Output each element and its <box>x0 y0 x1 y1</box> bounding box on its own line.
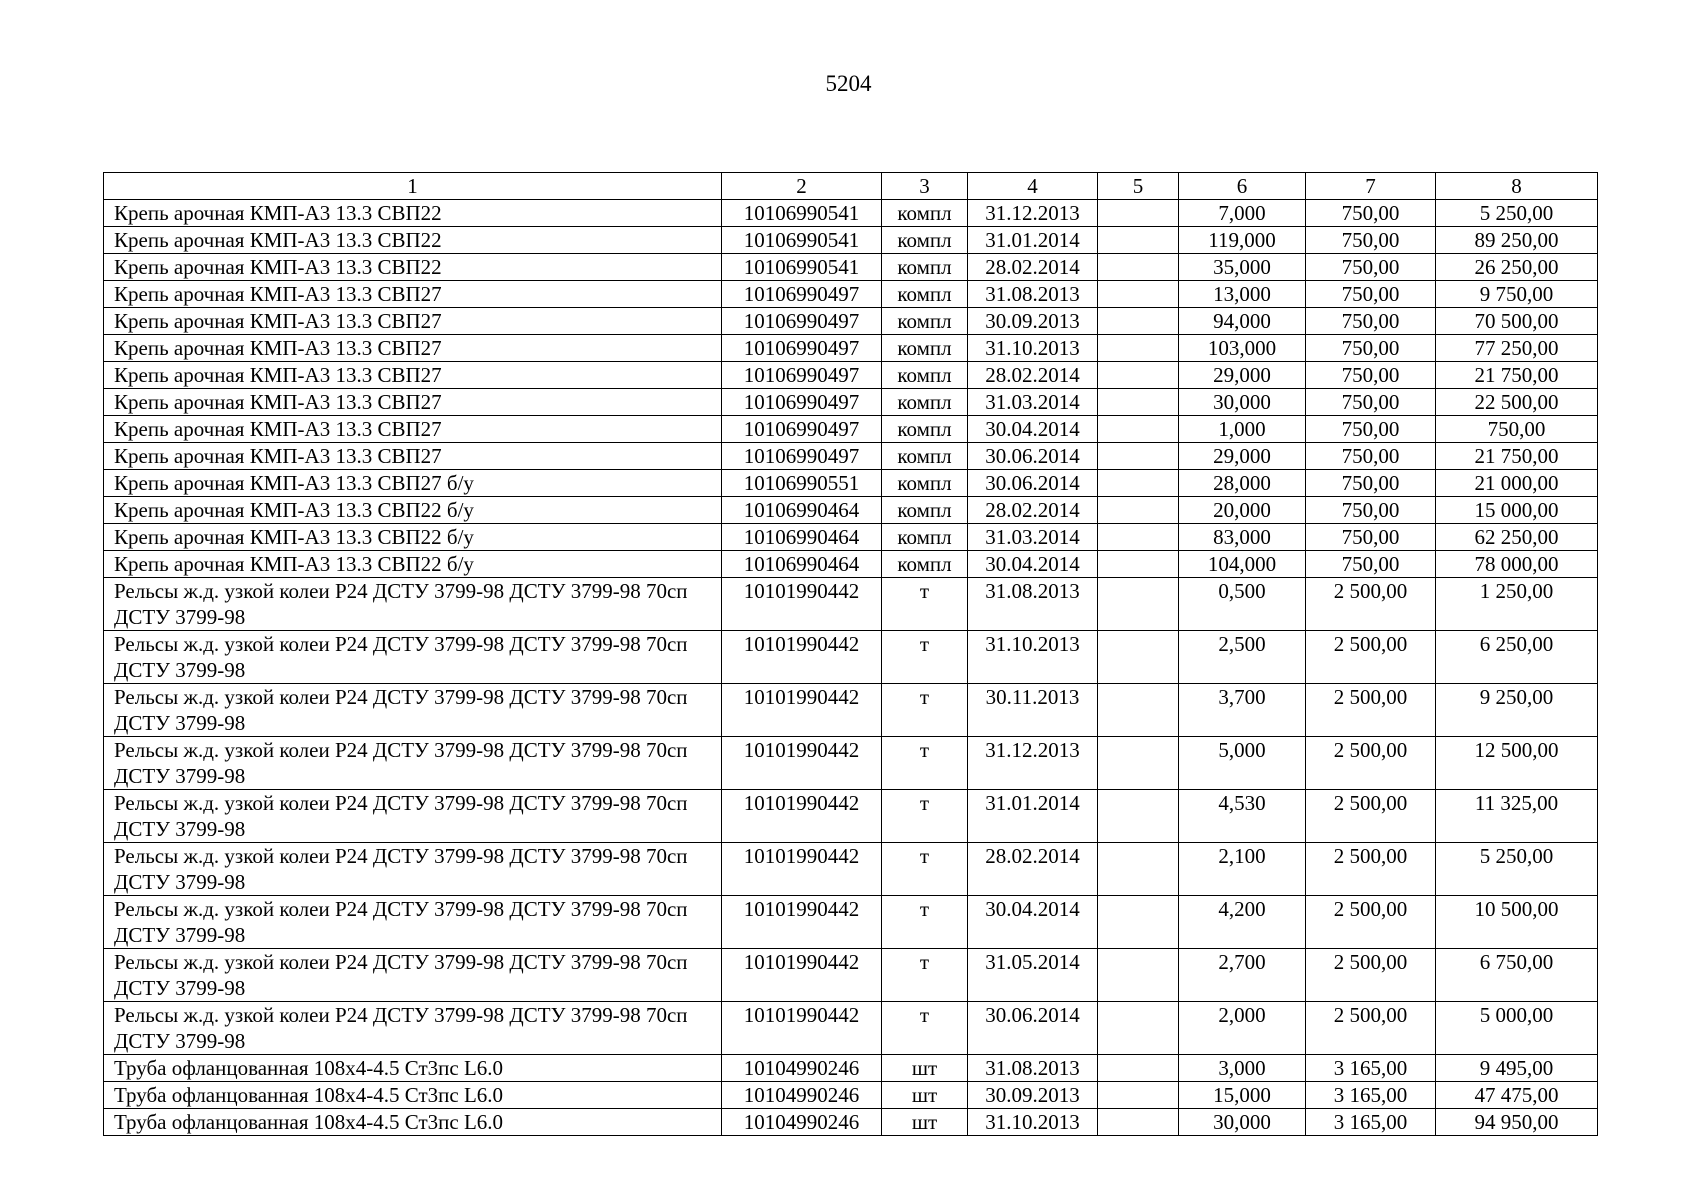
unit-cell: т <box>882 949 968 1002</box>
price-cell: 750,00 <box>1306 389 1436 416</box>
quantity-cell: 2,700 <box>1179 949 1306 1002</box>
price-cell: 750,00 <box>1306 524 1436 551</box>
price-cell: 2 500,00 <box>1306 737 1436 790</box>
quantity-cell: 15,000 <box>1179 1082 1306 1109</box>
sum-cell: 21 750,00 <box>1436 443 1598 470</box>
sum-cell: 70 500,00 <box>1436 308 1598 335</box>
item-name-cell: Крепь арочная КМП-А3 13.3 СВП22 б/у <box>104 551 722 578</box>
quantity-cell: 104,000 <box>1179 551 1306 578</box>
column-header: 5 <box>1098 173 1179 200</box>
sum-cell: 94 950,00 <box>1436 1109 1598 1136</box>
empty-cell <box>1098 389 1179 416</box>
unit-cell: компл <box>882 551 968 578</box>
unit-cell: компл <box>882 281 968 308</box>
quantity-cell: 103,000 <box>1179 335 1306 362</box>
price-cell: 750,00 <box>1306 362 1436 389</box>
price-cell: 750,00 <box>1306 443 1436 470</box>
price-cell: 750,00 <box>1306 227 1436 254</box>
unit-cell: компл <box>882 389 968 416</box>
date-cell: 28.02.2014 <box>968 843 1098 896</box>
quantity-cell: 0,500 <box>1179 578 1306 631</box>
table-row <box>104 684 1598 737</box>
table-row <box>104 790 1598 843</box>
item-code-cell: 10101990442 <box>722 737 882 790</box>
empty-cell <box>1098 896 1179 949</box>
empty-cell <box>1098 200 1179 227</box>
unit-cell: шт <box>882 1055 968 1082</box>
item-name-cell: Крепь арочная КМП-А3 13.3 СВП27 <box>104 389 722 416</box>
item-name-cell: Крепь арочная КМП-А3 13.3 СВП22 б/у <box>104 524 722 551</box>
price-cell: 2 500,00 <box>1306 896 1436 949</box>
price-cell: 750,00 <box>1306 470 1436 497</box>
empty-cell <box>1098 335 1179 362</box>
price-cell: 750,00 <box>1306 254 1436 281</box>
column-header: 2 <box>722 173 882 200</box>
quantity-cell: 28,000 <box>1179 470 1306 497</box>
empty-cell <box>1098 578 1179 631</box>
table-row <box>104 896 1598 949</box>
date-cell: 30.04.2014 <box>968 896 1098 949</box>
empty-cell <box>1098 1082 1179 1109</box>
item-code-cell: 10101990442 <box>722 843 882 896</box>
item-name-cell: Крепь арочная КМП-А3 13.3 СВП27 б/у <box>104 470 722 497</box>
empty-cell <box>1098 1055 1179 1082</box>
sum-cell: 89 250,00 <box>1436 227 1598 254</box>
item-name-cell: Крепь арочная КМП-А3 13.3 СВП27 <box>104 308 722 335</box>
date-cell: 30.04.2014 <box>968 551 1098 578</box>
price-cell: 3 165,00 <box>1306 1109 1436 1136</box>
table-row <box>104 1082 1598 1109</box>
item-code-cell: 10106990497 <box>722 443 882 470</box>
quantity-cell: 3,700 <box>1179 684 1306 737</box>
date-cell: 31.12.2013 <box>968 737 1098 790</box>
unit-cell: шт <box>882 1082 968 1109</box>
item-name-cell: Труба офланцованная 108х4-4.5 Ст3пс L6.0 <box>104 1055 722 1082</box>
empty-cell <box>1098 254 1179 281</box>
table-header-row <box>104 173 1598 200</box>
price-cell: 750,00 <box>1306 308 1436 335</box>
column-header: 1 <box>104 173 722 200</box>
table-row <box>104 631 1598 684</box>
unit-cell: т <box>882 790 968 843</box>
item-name-cell: Крепь арочная КМП-А3 13.3 СВП22 <box>104 254 722 281</box>
empty-cell <box>1098 308 1179 335</box>
quantity-cell: 2,100 <box>1179 843 1306 896</box>
table-row <box>104 443 1598 470</box>
date-cell: 31.01.2014 <box>968 227 1098 254</box>
sum-cell: 10 500,00 <box>1436 896 1598 949</box>
sum-cell: 15 000,00 <box>1436 497 1598 524</box>
quantity-cell: 1,000 <box>1179 416 1306 443</box>
column-header: 8 <box>1436 173 1598 200</box>
empty-cell <box>1098 281 1179 308</box>
item-name-cell: Рельсы ж.д. узкой колеи Р24 ДСТУ 3799-98 ДСТУ 3799-98 70сп ДСТУ 3799-98 <box>104 737 722 790</box>
item-code-cell: 10106990497 <box>722 308 882 335</box>
item-code-cell: 10106990464 <box>722 551 882 578</box>
unit-cell: т <box>882 737 968 790</box>
unit-cell: компл <box>882 443 968 470</box>
price-cell: 2 500,00 <box>1306 631 1436 684</box>
unit-cell: компл <box>882 362 968 389</box>
quantity-cell: 119,000 <box>1179 227 1306 254</box>
date-cell: 28.02.2014 <box>968 254 1098 281</box>
empty-cell <box>1098 1002 1179 1055</box>
item-code-cell: 10106990464 <box>722 497 882 524</box>
date-cell: 28.02.2014 <box>968 362 1098 389</box>
item-code-cell: 10106990464 <box>722 524 882 551</box>
sum-cell: 5 250,00 <box>1436 200 1598 227</box>
table-row <box>104 200 1598 227</box>
page-number: 5204 <box>825 71 872 96</box>
unit-cell: т <box>882 843 968 896</box>
unit-cell: компл <box>882 227 968 254</box>
item-code-cell: 10101990442 <box>722 949 882 1002</box>
empty-cell <box>1098 551 1179 578</box>
item-name-cell: Крепь арочная КМП-А3 13.3 СВП27 <box>104 416 722 443</box>
date-cell: 31.10.2013 <box>968 335 1098 362</box>
date-cell: 31.08.2013 <box>968 281 1098 308</box>
unit-cell: т <box>882 896 968 949</box>
empty-cell <box>1098 524 1179 551</box>
unit-cell: компл <box>882 308 968 335</box>
item-code-cell: 10106990551 <box>722 470 882 497</box>
date-cell: 31.10.2013 <box>968 1109 1098 1136</box>
price-cell: 750,00 <box>1306 416 1436 443</box>
quantity-cell: 29,000 <box>1179 362 1306 389</box>
item-code-cell: 10106990541 <box>722 227 882 254</box>
unit-cell: компл <box>882 254 968 281</box>
quantity-cell: 7,000 <box>1179 200 1306 227</box>
table-row <box>104 497 1598 524</box>
sum-cell: 5 000,00 <box>1436 1002 1598 1055</box>
date-cell: 31.08.2013 <box>968 1055 1098 1082</box>
column-header: 6 <box>1179 173 1306 200</box>
sum-cell: 47 475,00 <box>1436 1082 1598 1109</box>
quantity-cell: 94,000 <box>1179 308 1306 335</box>
column-header: 3 <box>882 173 968 200</box>
item-code-cell: 10101990442 <box>722 684 882 737</box>
item-name-cell: Рельсы ж.д. узкой колеи Р24 ДСТУ 3799-98 ДСТУ 3799-98 70сп ДСТУ 3799-98 <box>104 790 722 843</box>
empty-cell <box>1098 684 1179 737</box>
empty-cell <box>1098 737 1179 790</box>
item-name-cell: Труба офланцованная 108х4-4.5 Ст3пс L6.0 <box>104 1082 722 1109</box>
date-cell: 30.04.2014 <box>968 416 1098 443</box>
quantity-cell: 30,000 <box>1179 1109 1306 1136</box>
item-name-cell: Крепь арочная КМП-А3 13.3 СВП22 <box>104 200 722 227</box>
item-name-cell: Рельсы ж.д. узкой колеи Р24 ДСТУ 3799-98 ДСТУ 3799-98 70сп ДСТУ 3799-98 <box>104 578 722 631</box>
item-name-cell: Крепь арочная КМП-А3 13.3 СВП27 <box>104 443 722 470</box>
table-row <box>104 335 1598 362</box>
empty-cell <box>1098 227 1179 254</box>
quantity-cell: 3,000 <box>1179 1055 1306 1082</box>
price-cell: 2 500,00 <box>1306 578 1436 631</box>
item-name-cell: Рельсы ж.д. узкой колеи Р24 ДСТУ 3799-98 ДСТУ 3799-98 70сп ДСТУ 3799-98 <box>104 949 722 1002</box>
sum-cell: 26 250,00 <box>1436 254 1598 281</box>
item-name-cell: Крепь арочная КМП-А3 13.3 СВП27 <box>104 281 722 308</box>
price-cell: 750,00 <box>1306 551 1436 578</box>
item-name-cell: Рельсы ж.д. узкой колеи Р24 ДСТУ 3799-98 ДСТУ 3799-98 70сп ДСТУ 3799-98 <box>104 684 722 737</box>
item-name-cell: Труба офланцованная 108х4-4.5 Ст3пс L6.0 <box>104 1109 722 1136</box>
quantity-cell: 5,000 <box>1179 737 1306 790</box>
empty-cell <box>1098 843 1179 896</box>
empty-cell <box>1098 470 1179 497</box>
date-cell: 31.08.2013 <box>968 578 1098 631</box>
date-cell: 31.12.2013 <box>968 200 1098 227</box>
date-cell: 30.06.2014 <box>968 470 1098 497</box>
unit-cell: компл <box>882 470 968 497</box>
date-cell: 30.06.2014 <box>968 1002 1098 1055</box>
sum-cell: 6 250,00 <box>1436 631 1598 684</box>
date-cell: 30.09.2013 <box>968 308 1098 335</box>
date-cell: 30.06.2014 <box>968 443 1098 470</box>
table-row <box>104 551 1598 578</box>
table-row <box>104 1002 1598 1055</box>
table-row <box>104 254 1598 281</box>
column-header: 4 <box>968 173 1098 200</box>
sum-cell: 78 000,00 <box>1436 551 1598 578</box>
price-cell: 3 165,00 <box>1306 1082 1436 1109</box>
sum-cell: 11 325,00 <box>1436 790 1598 843</box>
table-row <box>104 416 1598 443</box>
quantity-cell: 20,000 <box>1179 497 1306 524</box>
quantity-cell: 83,000 <box>1179 524 1306 551</box>
quantity-cell: 4,530 <box>1179 790 1306 843</box>
quantity-cell: 2,500 <box>1179 631 1306 684</box>
item-code-cell: 10101990442 <box>722 790 882 843</box>
sum-cell: 9 250,00 <box>1436 684 1598 737</box>
price-cell: 2 500,00 <box>1306 1002 1436 1055</box>
table-row <box>104 281 1598 308</box>
data-table <box>103 172 1598 1136</box>
item-code-cell: 10106990541 <box>722 254 882 281</box>
item-name-cell: Крепь арочная КМП-А3 13.3 СВП27 <box>104 362 722 389</box>
item-name-cell: Рельсы ж.д. узкой колеи Р24 ДСТУ 3799-98 ДСТУ 3799-98 70сп ДСТУ 3799-98 <box>104 631 722 684</box>
unit-cell: шт <box>882 1109 968 1136</box>
sum-cell: 21 000,00 <box>1436 470 1598 497</box>
item-code-cell: 10101990442 <box>722 896 882 949</box>
date-cell: 31.05.2014 <box>968 949 1098 1002</box>
item-code-cell: 10104990246 <box>722 1055 882 1082</box>
unit-cell: компл <box>882 416 968 443</box>
item-code-cell: 10101990442 <box>722 1002 882 1055</box>
table-row <box>104 949 1598 1002</box>
sum-cell: 22 500,00 <box>1436 389 1598 416</box>
date-cell: 28.02.2014 <box>968 497 1098 524</box>
item-code-cell: 10106990497 <box>722 281 882 308</box>
quantity-cell: 29,000 <box>1179 443 1306 470</box>
unit-cell: компл <box>882 335 968 362</box>
price-cell: 750,00 <box>1306 281 1436 308</box>
quantity-cell: 13,000 <box>1179 281 1306 308</box>
empty-cell <box>1098 497 1179 524</box>
item-code-cell: 10106990541 <box>722 200 882 227</box>
sum-cell: 9 750,00 <box>1436 281 1598 308</box>
sum-cell: 21 750,00 <box>1436 362 1598 389</box>
item-code-cell: 10106990497 <box>722 389 882 416</box>
sum-cell: 750,00 <box>1436 416 1598 443</box>
column-header: 7 <box>1306 173 1436 200</box>
table-row <box>104 308 1598 335</box>
empty-cell <box>1098 790 1179 843</box>
sum-cell: 1 250,00 <box>1436 578 1598 631</box>
quantity-cell: 2,000 <box>1179 1002 1306 1055</box>
price-cell: 750,00 <box>1306 497 1436 524</box>
unit-cell: т <box>882 1002 968 1055</box>
unit-cell: компл <box>882 200 968 227</box>
date-cell: 31.01.2014 <box>968 790 1098 843</box>
unit-cell: т <box>882 578 968 631</box>
item-name-cell: Крепь арочная КМП-А3 13.3 СВП27 <box>104 335 722 362</box>
empty-cell <box>1098 443 1179 470</box>
item-name-cell: Рельсы ж.д. узкой колеи Р24 ДСТУ 3799-98 ДСТУ 3799-98 70сп ДСТУ 3799-98 <box>104 843 722 896</box>
unit-cell: компл <box>882 524 968 551</box>
empty-cell <box>1098 949 1179 1002</box>
date-cell: 31.10.2013 <box>968 631 1098 684</box>
item-code-cell: 10106990497 <box>722 362 882 389</box>
quantity-cell: 4,200 <box>1179 896 1306 949</box>
item-name-cell: Крепь арочная КМП-А3 13.3 СВП22 <box>104 227 722 254</box>
quantity-cell: 30,000 <box>1179 389 1306 416</box>
item-code-cell: 10104990246 <box>722 1109 882 1136</box>
empty-cell <box>1098 362 1179 389</box>
empty-cell <box>1098 416 1179 443</box>
date-cell: 31.03.2014 <box>968 389 1098 416</box>
date-cell: 31.03.2014 <box>968 524 1098 551</box>
item-code-cell: 10106990497 <box>722 335 882 362</box>
empty-cell <box>1098 1109 1179 1136</box>
date-cell: 30.11.2013 <box>968 684 1098 737</box>
price-cell: 2 500,00 <box>1306 684 1436 737</box>
sum-cell: 62 250,00 <box>1436 524 1598 551</box>
table-body <box>104 200 1598 1136</box>
sum-cell: 6 750,00 <box>1436 949 1598 1002</box>
price-cell: 3 165,00 <box>1306 1055 1436 1082</box>
sum-cell: 9 495,00 <box>1436 1055 1598 1082</box>
sum-cell: 77 250,00 <box>1436 335 1598 362</box>
price-cell: 750,00 <box>1306 200 1436 227</box>
table-row <box>104 1109 1598 1136</box>
item-name-cell: Крепь арочная КМП-А3 13.3 СВП22 б/у <box>104 497 722 524</box>
item-name-cell: Рельсы ж.д. узкой колеи Р24 ДСТУ 3799-98 ДСТУ 3799-98 70сп ДСТУ 3799-98 <box>104 1002 722 1055</box>
unit-cell: т <box>882 684 968 737</box>
table-row <box>104 578 1598 631</box>
table-row <box>104 362 1598 389</box>
price-cell: 2 500,00 <box>1306 949 1436 1002</box>
price-cell: 2 500,00 <box>1306 843 1436 896</box>
sum-cell: 12 500,00 <box>1436 737 1598 790</box>
item-code-cell: 10104990246 <box>722 1082 882 1109</box>
price-cell: 750,00 <box>1306 335 1436 362</box>
item-code-cell: 10101990442 <box>722 631 882 684</box>
table-row <box>104 227 1598 254</box>
item-name-cell: Рельсы ж.д. узкой колеи Р24 ДСТУ 3799-98 ДСТУ 3799-98 70сп ДСТУ 3799-98 <box>104 896 722 949</box>
sum-cell: 5 250,00 <box>1436 843 1598 896</box>
empty-cell <box>1098 631 1179 684</box>
table-row <box>104 843 1598 896</box>
unit-cell: компл <box>882 497 968 524</box>
unit-cell: т <box>882 631 968 684</box>
table-row <box>104 389 1598 416</box>
date-cell: 30.09.2013 <box>968 1082 1098 1109</box>
table-row <box>104 737 1598 790</box>
table-row <box>104 1055 1598 1082</box>
quantity-cell: 35,000 <box>1179 254 1306 281</box>
table-row <box>104 524 1598 551</box>
table-row <box>104 470 1598 497</box>
item-code-cell: 10101990442 <box>722 578 882 631</box>
item-code-cell: 10106990497 <box>722 416 882 443</box>
price-cell: 2 500,00 <box>1306 790 1436 843</box>
